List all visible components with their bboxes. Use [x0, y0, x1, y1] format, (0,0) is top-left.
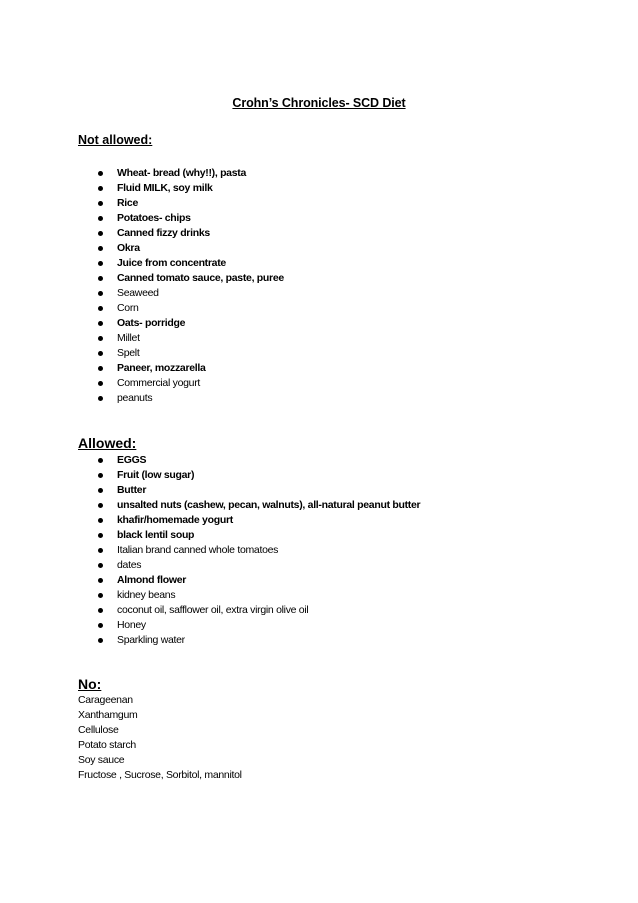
allowed-item-text: Fruit (low sugar) — [117, 469, 195, 481]
no-item: Carageenan — [78, 694, 133, 706]
bullet-icon — [98, 563, 103, 568]
not-allowed-item-text: Juice from concentrate — [117, 257, 226, 269]
allowed-item — [98, 513, 420, 528]
not-allowed-item-text: Paneer, mozzarella — [117, 362, 206, 374]
not-allowed-item — [98, 196, 284, 211]
bullet-icon — [98, 171, 103, 176]
bullet-icon — [98, 336, 103, 341]
not-allowed-item — [98, 211, 284, 226]
allowed-list — [98, 453, 420, 648]
not-allowed-item-text: Okra — [117, 242, 140, 254]
bullet-icon — [98, 276, 103, 281]
not-allowed-item — [98, 181, 284, 196]
not-allowed-item-text: Wheat- bread (why!!), pasta — [117, 167, 246, 179]
allowed-item-text: Sparkling water — [117, 634, 185, 646]
allowed-item-text: Honey — [117, 619, 146, 631]
allowed-item — [98, 543, 420, 558]
allowed-heading: Allowed: — [78, 435, 137, 451]
not-allowed-item-text: Corn — [117, 302, 139, 314]
allowed-item — [98, 618, 420, 633]
bullet-icon — [98, 201, 103, 206]
not-allowed-item — [98, 256, 284, 271]
not-allowed-item-text: peanuts — [117, 392, 153, 404]
not-allowed-item-text: Rice — [117, 197, 138, 209]
not-allowed-item — [98, 301, 284, 316]
allowed-item — [98, 588, 420, 603]
bullet-icon — [98, 186, 103, 191]
allowed-item-text: kidney beans — [117, 589, 176, 601]
not-allowed-item — [98, 346, 284, 361]
bullet-icon — [98, 608, 103, 613]
no-item: Soy sauce — [78, 754, 125, 766]
bullet-icon — [98, 548, 103, 553]
bullet-icon — [98, 366, 103, 371]
document-title: Crohn’s Chronicles- SCD Diet — [232, 96, 406, 110]
not-allowed-item-text: Fluid MILK, soy milk — [117, 182, 213, 194]
bullet-icon — [98, 458, 103, 463]
allowed-item — [98, 453, 420, 468]
bullet-icon — [98, 246, 103, 251]
bullet-icon — [98, 623, 103, 628]
bullet-icon — [98, 638, 103, 643]
no-item: Xanthamgum — [78, 709, 138, 721]
allowed-item — [98, 633, 420, 648]
not-allowed-item-text: Potatoes- chips — [117, 212, 191, 224]
allowed-item-text: Italian brand canned whole tomatoes — [117, 544, 279, 556]
allowed-item — [98, 498, 420, 513]
bullet-icon — [98, 473, 103, 478]
bullet-icon — [98, 231, 103, 236]
not-allowed-item-text: Canned fizzy drinks — [117, 227, 210, 239]
allowed-item-text: coconut oil, safflower oil, extra virgin olive oil — [117, 604, 309, 616]
no-item: Potato starch — [78, 739, 136, 751]
allowed-item-text: black lentil soup — [117, 529, 195, 541]
allowed-item-text: Butter — [117, 484, 147, 496]
not-allowed-item — [98, 391, 284, 406]
bullet-icon — [98, 321, 103, 326]
allowed-item — [98, 528, 420, 543]
bullet-icon — [98, 291, 103, 296]
not-allowed-item-text: Seaweed — [117, 287, 159, 299]
allowed-item-text: khafir/homemade yogurt — [117, 514, 233, 526]
allowed-item — [98, 603, 420, 618]
bullet-icon — [98, 518, 103, 523]
bullet-icon — [98, 593, 103, 598]
bullet-icon — [98, 578, 103, 583]
allowed-item — [98, 483, 420, 498]
bullet-icon — [98, 533, 103, 538]
not-allowed-item — [98, 271, 284, 286]
allowed-item — [98, 558, 420, 573]
allowed-item — [98, 468, 420, 483]
bullet-icon — [98, 306, 103, 311]
allowed-item-text: unsalted nuts (cashew, pecan, walnuts), all-natural peanut butter — [117, 499, 421, 511]
not-allowed-item-text: Millet — [117, 332, 140, 344]
not-allowed-heading: Not allowed: — [78, 133, 153, 147]
not-allowed-item — [98, 226, 284, 241]
allowed-item-text: dates — [117, 559, 142, 571]
not-allowed-item — [98, 361, 284, 376]
bullet-icon — [98, 488, 103, 493]
not-allowed-item-text: Oats- porridge — [117, 317, 186, 329]
not-allowed-item-text: Canned tomato sauce, paste, puree — [117, 272, 284, 284]
not-allowed-item-text: Commercial yogurt — [117, 377, 201, 389]
allowed-item-text: Almond flower — [117, 574, 187, 586]
allowed-item-text: EGGS — [117, 454, 147, 466]
bullet-icon — [98, 396, 103, 401]
not-allowed-item-text: Spelt — [117, 347, 140, 359]
not-allowed-item — [98, 331, 284, 346]
not-allowed-item — [98, 241, 284, 256]
not-allowed-item — [98, 286, 284, 301]
no-item: Fructose , Sucrose, Sorbitol, mannitol — [78, 769, 242, 781]
bullet-icon — [98, 351, 103, 356]
not-allowed-item — [98, 376, 284, 391]
not-allowed-item — [98, 316, 284, 331]
allowed-item — [98, 573, 420, 588]
bullet-icon — [98, 216, 103, 221]
no-item: Cellulose — [78, 724, 119, 736]
no-list — [78, 693, 242, 783]
no-heading: No: — [78, 676, 102, 692]
not-allowed-list — [98, 166, 284, 406]
bullet-icon — [98, 503, 103, 508]
bullet-icon — [98, 261, 103, 266]
not-allowed-item — [98, 166, 284, 181]
bullet-icon — [98, 381, 103, 386]
